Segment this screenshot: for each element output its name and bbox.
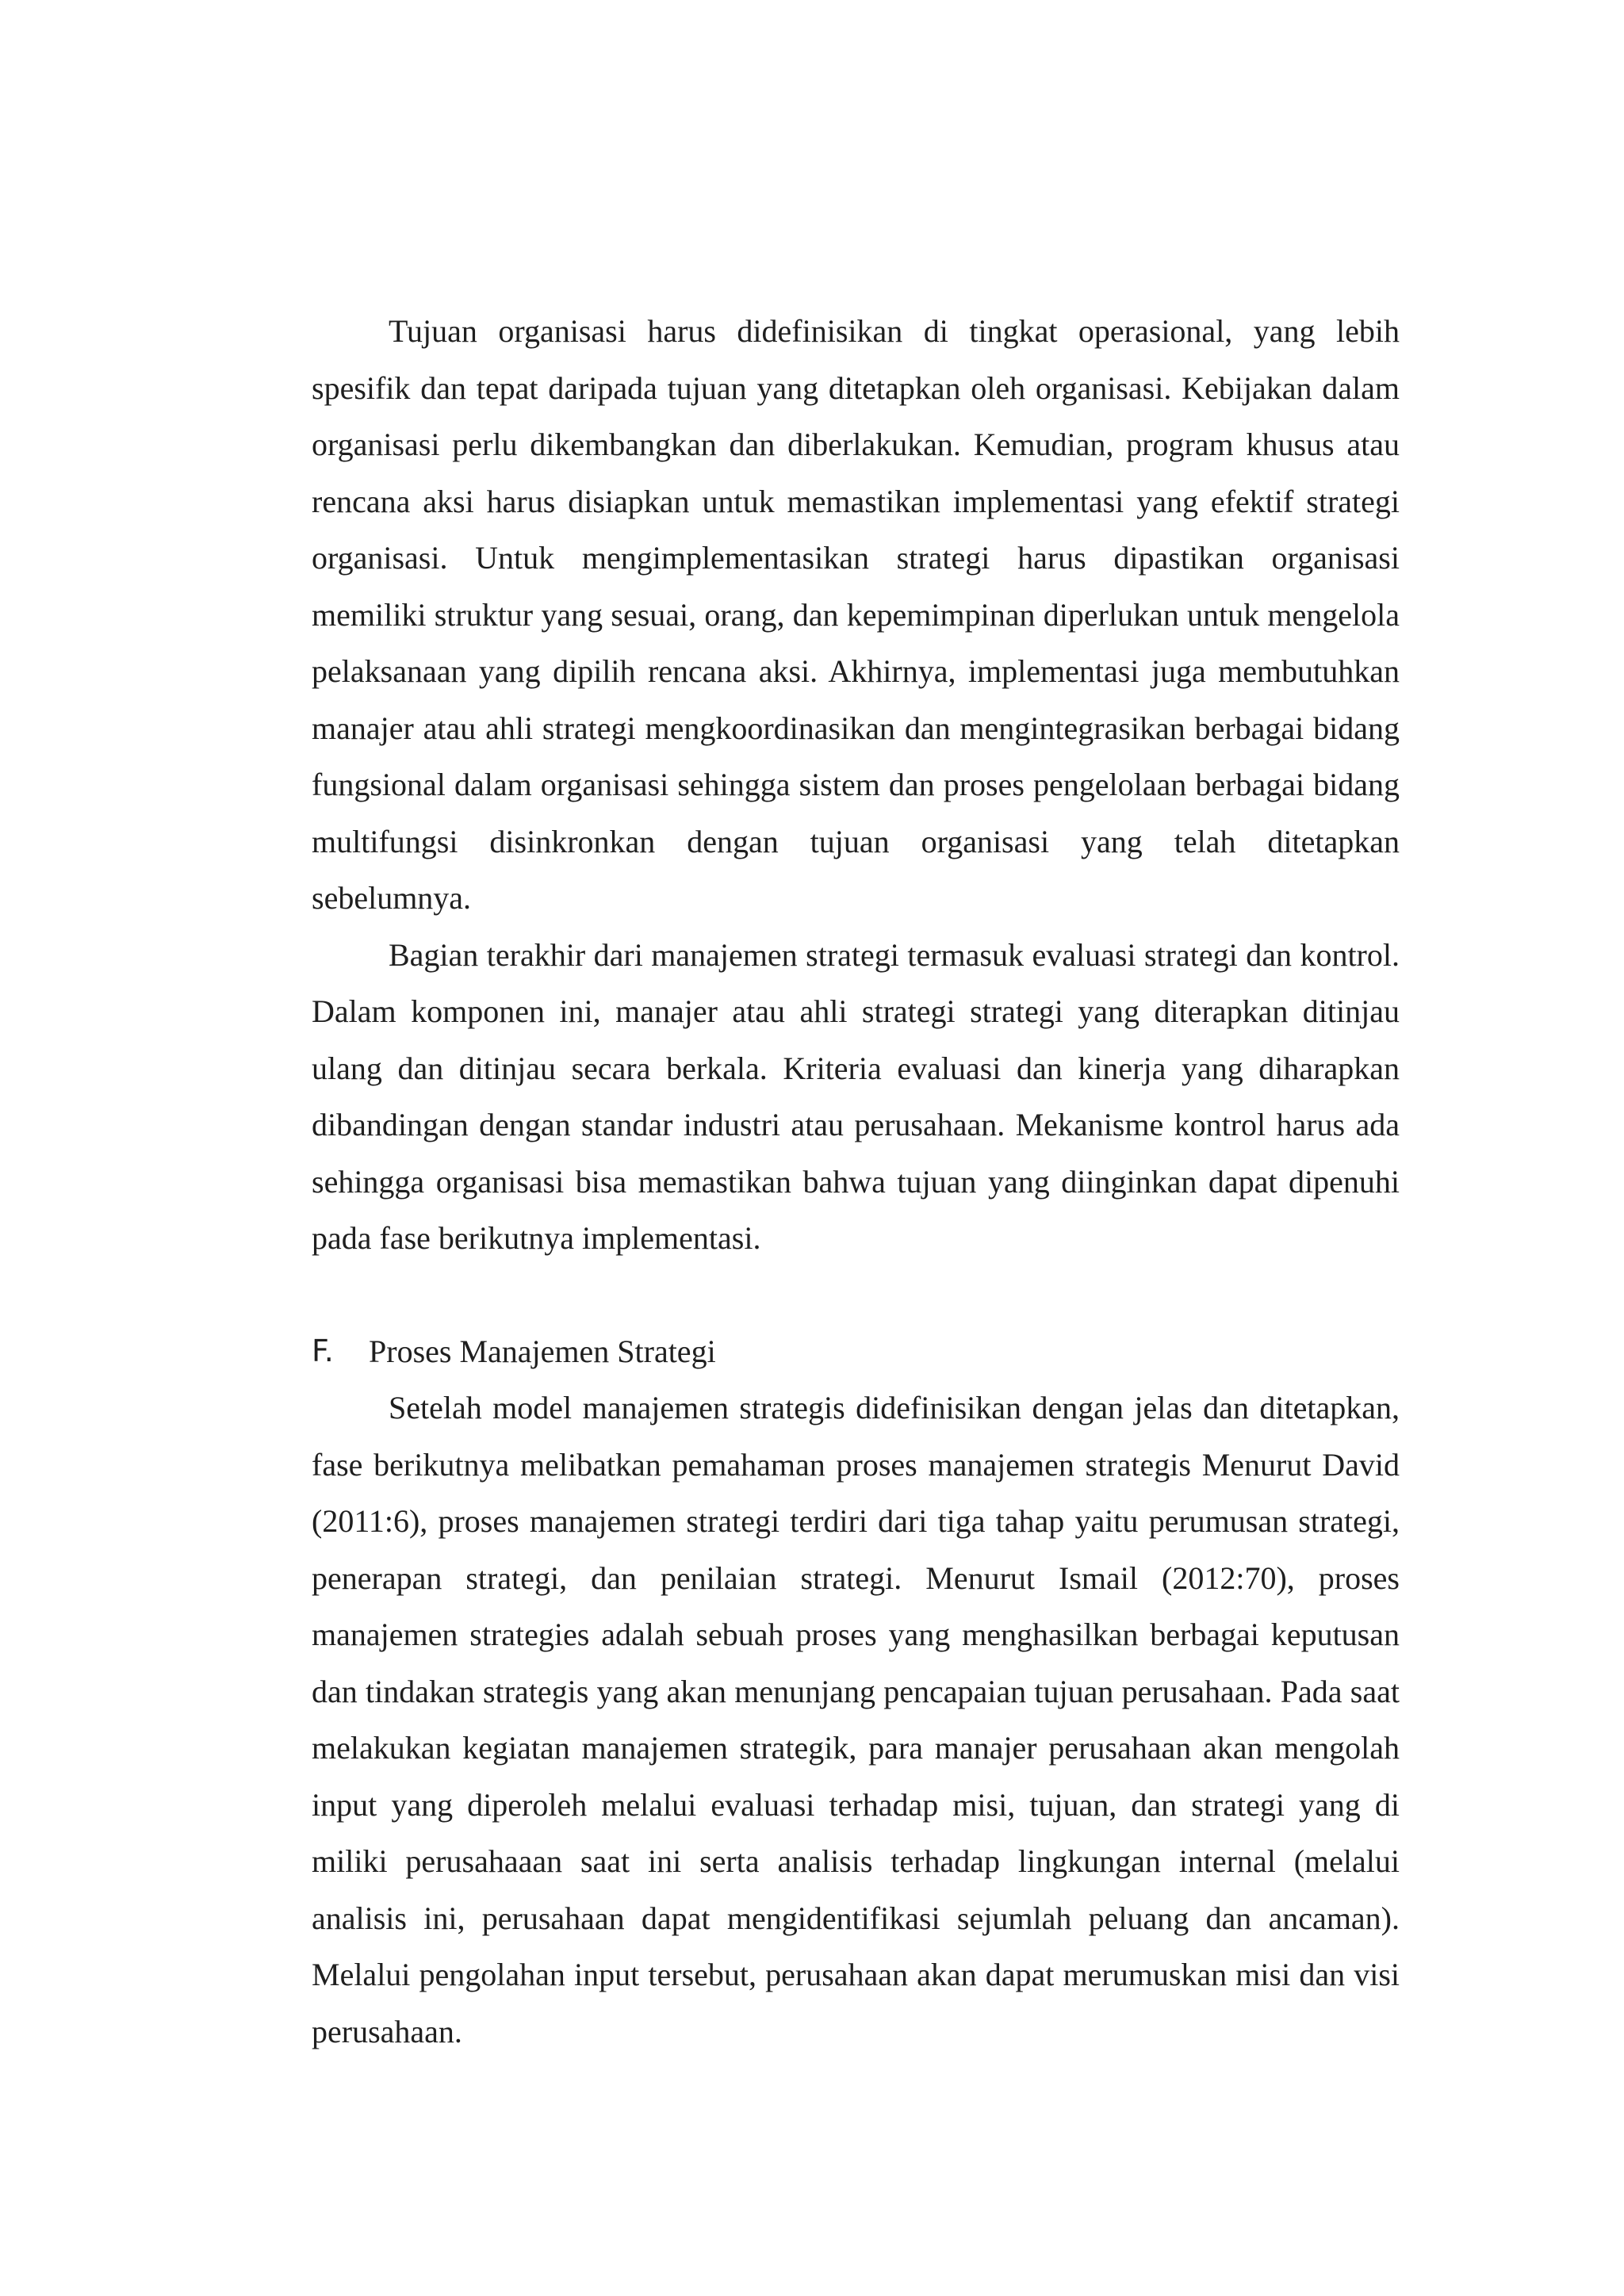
section-title: Proses Manajemen Strategi	[369, 1333, 716, 1369]
section-letter: F.	[312, 1333, 334, 1368]
section-heading	[312, 1323, 1400, 1380]
paragraph-3: Setelah model manajemen strategis didefinisikan dengan jelas dan ditetapkan, fase berikutnya melibatkan pemahaman proses manajemen strategis Menurut David (2011:6), proses manajemen strategi terdiri dari tiga tahap yaitu perumusan strategi, penerapan strategi, dan penilaian strategi. Menurut Ismail (2012:70), proses manajemen strategies adalah sebuah proses yang menghasilkan berbagai keputusan dan tindakan strategis yang akan menunjang pencapaian tujuan perusahaan. Pada saat melakukan kegiatan manajemen strategik, para manajer perusahaan akan mengolah input yang diperoleh melalui evaluasi terhadap misi, tujuan, dan strategi yang di miliki perusahaaan saat ini serta analisis terhadap lingkungan internal (melalui analisis ini, perusahaan dapat mengidentifikasi sejumlah peluang dan ancaman). Melalui pengolahan input tersebut, perusahaan akan dapat merumuskan misi dan visi perusahaan.	[312, 1390, 1400, 2049]
page-content	[312, 303, 1400, 2060]
paragraph-2: Bagian terakhir dari manajemen strategi termasuk evaluasi strategi dan kontrol. Dalam komponen ini, manajer atau ahli strategi strategi yang diterapkan ditinjau ulang dan ditinjau secara berkala. Kriteria evaluasi dan kinerja yang diharapkan dibandingan dengan standar industri atau perusahaan. Mekanisme kontrol harus ada sehingga organisasi bisa memastikan bahwa tujuan yang diinginkan dapat dipenuhi pada fase berikutnya implementasi.	[312, 936, 1400, 1256]
paragraph-1: Tujuan organisasi harus didefinisikan di tingkat operasional, yang lebih spesifik dan tepat daripada tujuan yang ditetapkan oleh organisasi. Kebijakan dalam organisasi perlu dikembangkan dan diberlakukan. Kemudian, program khusus atau rencana aksi harus disiapkan untuk memastikan implementasi yang efektif strategi organisasi. Untuk mengimplementasikan strategi harus dipastikan organisasi memiliki struktur yang sesuai, orang, dan kepemimpinan diperlukan untuk mengelola pelaksanaan yang dipilih rencana aksi. Akhirnya, implementasi juga membutuhkan manajer atau ahli strategi mengkoordinasikan dan mengintegrasikan berbagai bidang fungsional dalam organisasi sehingga sistem dan proses pengelolaan berbagai bidang multifungsi disinkronkan dengan tujuan organisasi yang telah ditetapkan sebelumnya.	[312, 313, 1400, 916]
